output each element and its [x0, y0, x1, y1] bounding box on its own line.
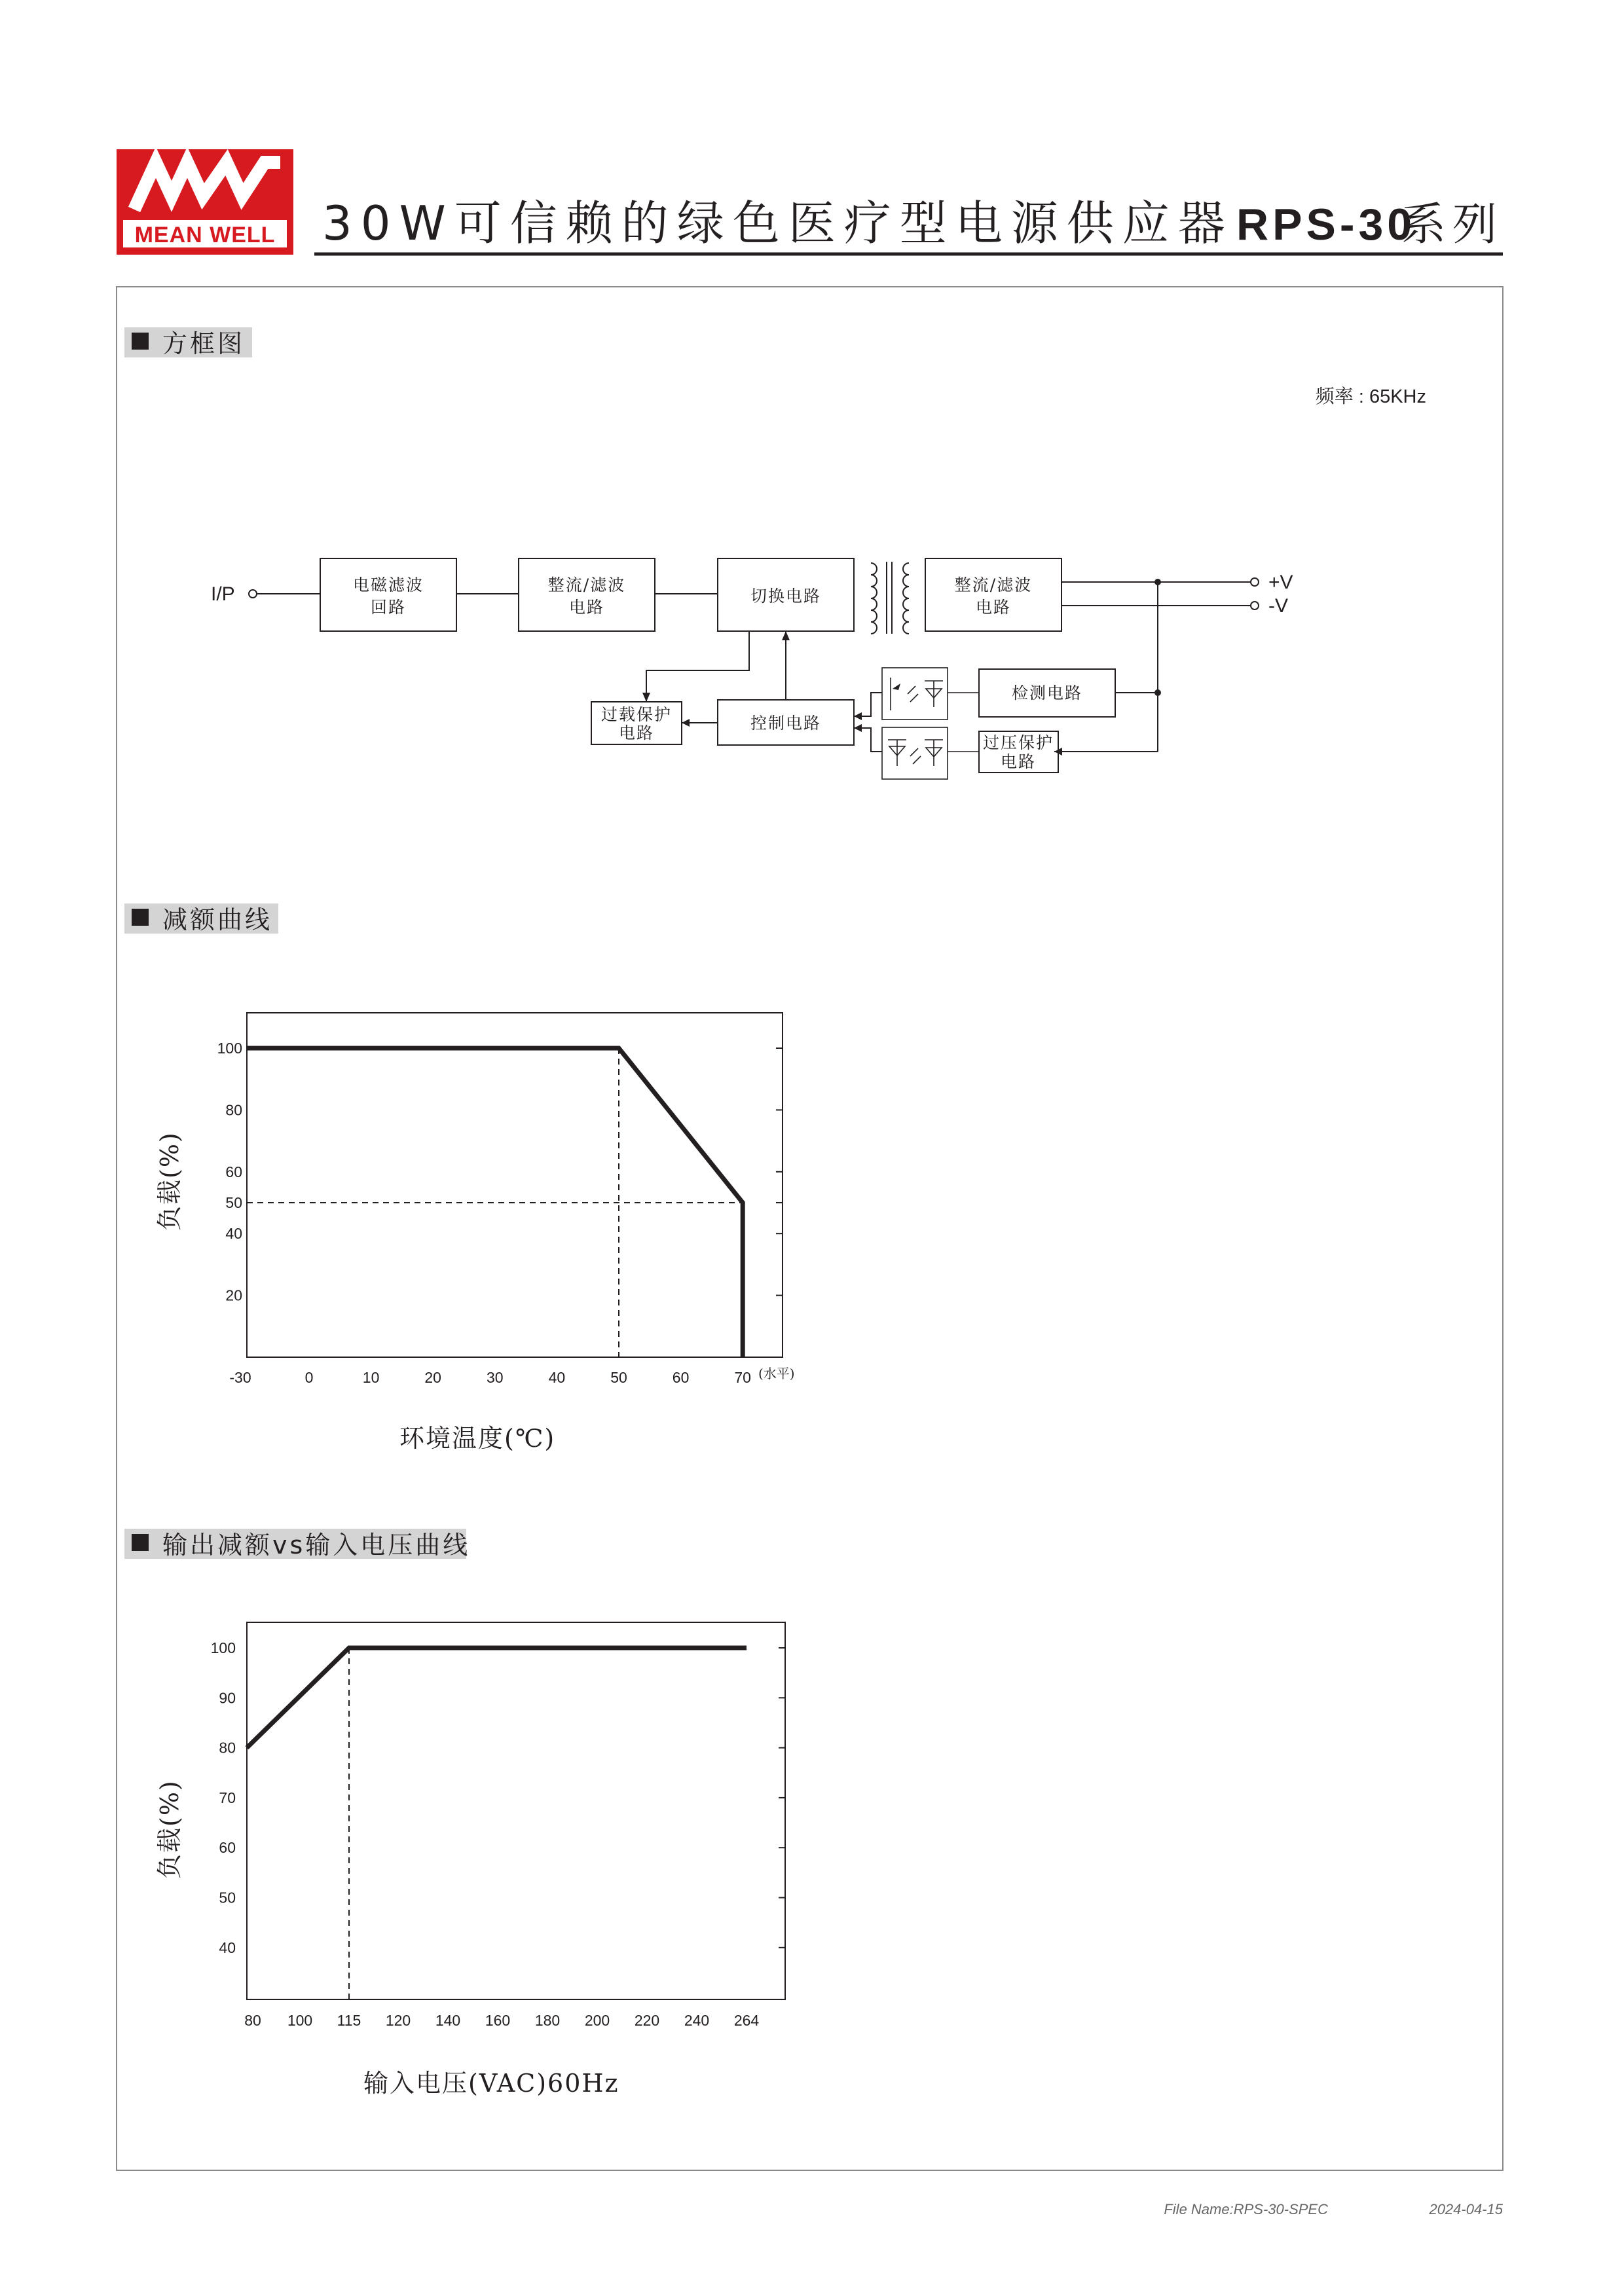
section-title-derating: 减额曲线	[162, 905, 273, 934]
x-tick-label: 180	[534, 2012, 561, 2029]
y-tick-label: 70	[219, 1789, 236, 1806]
block-switching	[718, 558, 854, 631]
logo-text: MEAN WELL	[134, 223, 276, 247]
output-label-negative: -V	[1268, 595, 1288, 617]
y-tick-label: 40	[219, 1939, 236, 1956]
y-tick-label: 80	[219, 1739, 236, 1757]
block-switch-label: 切换电路	[750, 587, 822, 606]
derating-chart	[155, 1013, 795, 1453]
page-title: 30W可信赖的绿色医疗型电源供应器	[322, 196, 1234, 251]
footer-date: 2024-04-15	[1429, 2201, 1503, 2217]
block-emi-line1: 电磁滤波	[352, 575, 424, 594]
header	[117, 149, 1504, 255]
output-terminal-positive	[1251, 578, 1259, 586]
y-tick-label: 60	[219, 1839, 236, 1857]
x-tick-label: 60	[672, 1369, 690, 1386]
x-tick-label: 10	[362, 1369, 380, 1386]
output-terminal-negative	[1251, 602, 1259, 610]
input-derating-xlabel: 输入电压(VAC)60Hz	[363, 2069, 619, 2098]
x-tick-label: 50	[610, 1369, 627, 1386]
y-tick-label: 40	[225, 1225, 242, 1243]
block-diagram-section	[124, 327, 1426, 779]
x-tick-label: 40	[548, 1369, 566, 1386]
x-tick-label: 70	[734, 1369, 751, 1386]
footer	[1164, 2201, 1503, 2217]
derating-ylabel: 负载(%)	[155, 1131, 184, 1231]
transformer-icon	[871, 562, 909, 634]
y-tick-label: 60	[225, 1163, 242, 1180]
block-control-label: 控制电路	[750, 714, 822, 733]
y-tick-label: 100	[217, 1040, 242, 1057]
output-label-positive: +V	[1268, 572, 1293, 593]
derating-xlabel: 环境温度(℃)	[399, 1424, 556, 1453]
x-tick-label: 0	[304, 1369, 314, 1386]
block-rect-out-line1: 整流/滤波	[954, 575, 1033, 594]
input-label: I/P	[211, 583, 235, 605]
block-olp	[591, 702, 682, 744]
frequency-note: 频率 : 65KHz	[1315, 386, 1426, 407]
derating-section	[124, 903, 795, 1453]
block-rect-out-line2: 电路	[975, 598, 1012, 617]
block-output-rectifier	[925, 558, 1061, 631]
x-tick-label: 240	[684, 2012, 710, 2029]
x-tick-label: 80	[244, 2012, 261, 2029]
block-detect-label: 检测电路	[1011, 683, 1083, 702]
x-tick-label: 100	[287, 2012, 313, 2029]
section-bullet-icon	[132, 1534, 149, 1551]
block-emi-line2: 回路	[370, 598, 407, 617]
content-frame	[117, 287, 1503, 2170]
input-derating-ylabel: 负载(%)	[155, 1779, 184, 1879]
block-emi-filter	[320, 558, 456, 631]
input-derating-curve	[247, 1648, 747, 1748]
derating-x-suffix: (水平)	[758, 1366, 795, 1381]
block-detection	[979, 669, 1115, 717]
x-tick-label: -30	[229, 1369, 251, 1386]
block-ovp-line2: 电路	[1000, 752, 1037, 771]
x-tick-label: 120	[385, 2012, 411, 2029]
y-tick-label: 90	[219, 1689, 236, 1707]
block-rect-in-line1: 整流/滤波	[547, 575, 626, 594]
block-control	[718, 700, 854, 745]
mean-well-logo	[117, 149, 293, 255]
input-derating-section	[124, 1529, 785, 2098]
y-tick-label: 20	[225, 1286, 242, 1304]
x-tick-label: 20	[424, 1369, 441, 1386]
x-tick-label: 264	[733, 2012, 760, 2029]
section-title-block-diagram: 方框图	[162, 329, 246, 358]
y-tick-label: 50	[219, 1889, 236, 1906]
model-name: RPS-30	[1236, 200, 1416, 249]
input-terminal	[249, 590, 257, 598]
block-ovp-line1: 过压保护	[982, 733, 1054, 752]
y-tick-label: 100	[210, 1639, 236, 1656]
photocoupler-icon	[882, 727, 979, 779]
x-tick-label: 140	[435, 2012, 461, 2029]
block-ovp	[979, 731, 1058, 773]
block-olp-line2: 电路	[618, 723, 655, 742]
y-tick-label: 80	[225, 1101, 242, 1119]
section-bullet-icon	[132, 909, 149, 926]
input-derating-chart	[155, 1622, 785, 2098]
y-tick-label: 50	[225, 1194, 242, 1211]
x-tick-label: 200	[584, 2012, 610, 2029]
footer-file-name: File Name:RPS-30-SPEC	[1164, 2201, 1328, 2217]
chart-frame	[247, 1622, 785, 1999]
x-tick-label: 115	[337, 2012, 361, 2029]
x-tick-label: 30	[487, 1369, 504, 1386]
section-bullet-icon	[132, 333, 149, 350]
block-rect-in-line2: 电路	[568, 598, 605, 617]
section-title-input-derating: 输出减额vs输入电压曲线	[162, 1531, 471, 1559]
block-input-rectifier	[519, 558, 655, 631]
series-suffix: 系列	[1401, 199, 1504, 251]
x-tick-label: 160	[485, 2012, 511, 2029]
x-tick-label: 220	[634, 2012, 660, 2029]
block-olp-line1: 过载保护	[600, 705, 673, 724]
photocoupler-icon	[882, 668, 979, 720]
chart-frame	[247, 1013, 783, 1357]
